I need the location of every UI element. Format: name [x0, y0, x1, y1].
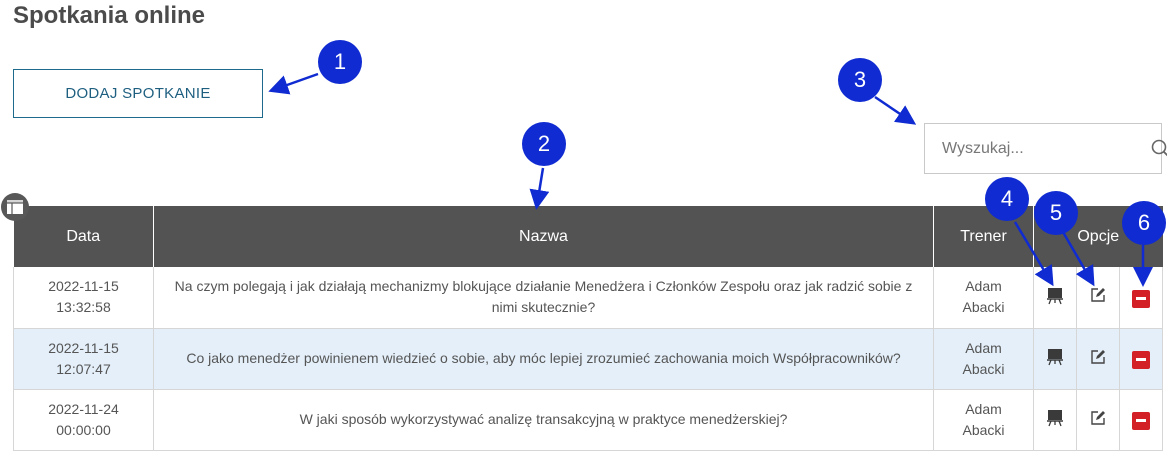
table-row — [14, 389, 1163, 450]
presentation-icon[interactable] — [1044, 284, 1066, 306]
option-cell — [1077, 389, 1120, 450]
edit-icon[interactable] — [1087, 407, 1109, 429]
date: 2022-11-15 — [48, 339, 119, 356]
presentation-icon[interactable] — [1044, 406, 1066, 428]
annotation-marker-5: 5 — [1034, 191, 1078, 235]
annotation-marker-6: 6 — [1122, 201, 1166, 245]
delete-icon[interactable] — [1130, 288, 1152, 310]
table-row — [14, 267, 1163, 328]
option-cell — [1034, 389, 1077, 450]
trainer-first-name: Adam — [965, 400, 1002, 417]
trainer-last-name: Abacki — [962, 360, 1005, 377]
column-header-date[interactable]: Data — [14, 206, 154, 267]
date-cell — [14, 389, 154, 450]
meeting-name: W jaki sposób wykorzystywać analizę transakcyjną w praktyce menedżerskiej? — [154, 389, 934, 450]
arrow-3 — [875, 97, 912, 122]
column-header-options: Opcje — [1034, 206, 1163, 267]
arrow-2 — [537, 168, 543, 205]
presentation-icon[interactable] — [1044, 345, 1066, 367]
edit-icon[interactable] — [1087, 346, 1109, 368]
trainer-cell — [934, 267, 1034, 328]
meeting-name: Co jako menedżer powinienem wiedzieć o sobie, aby móc lepiej zrozumieć zachowania moich Współpracowników? — [154, 328, 934, 389]
annotation-marker-2: 2 — [522, 122, 566, 166]
search-input[interactable] — [925, 139, 1151, 159]
time: 00:00:00 — [56, 421, 111, 438]
table-row — [14, 328, 1163, 389]
annotation-marker-1: 1 — [318, 40, 362, 84]
date: 2022-11-24 — [48, 400, 119, 417]
annotation-marker-3: 3 — [838, 58, 882, 102]
option-cell — [1077, 328, 1120, 389]
meetings-table — [13, 206, 1163, 451]
meeting-name: Na czym polegają i jak działają mechanizmy blokujące działanie Menedżera i Członków Zespołu oraz jak radzić sobie z nimi skutecznie? — [154, 267, 934, 328]
add-meeting-button[interactable]: DODAJ SPOTKANIE — [13, 69, 263, 118]
annotation-marker-4: 4 — [985, 177, 1029, 221]
trainer-first-name: Adam — [965, 339, 1002, 356]
option-cell — [1077, 267, 1120, 328]
table-layout-icon[interactable] — [1, 193, 29, 221]
option-cell — [1034, 328, 1077, 389]
column-header-name[interactable]: Nazwa — [154, 206, 934, 267]
trainer-last-name: Abacki — [962, 299, 1005, 316]
search-icon[interactable] — [1151, 129, 1167, 169]
option-cell — [1120, 389, 1163, 450]
column-header-trainer[interactable]: Trener — [934, 206, 1034, 267]
time: 12:07:47 — [56, 360, 111, 377]
delete-icon[interactable] — [1130, 410, 1152, 432]
trainer-first-name: Adam — [965, 278, 1002, 295]
option-cell — [1120, 328, 1163, 389]
trainer-last-name: Abacki — [962, 421, 1005, 438]
page-title: Spotkania online — [13, 2, 206, 29]
search-box — [924, 123, 1162, 174]
delete-icon[interactable] — [1130, 349, 1152, 371]
date-cell — [14, 328, 154, 389]
edit-icon[interactable] — [1087, 284, 1109, 306]
trainer-cell — [934, 328, 1034, 389]
date: 2022-11-15 — [48, 278, 119, 295]
option-cell — [1120, 267, 1163, 328]
trainer-cell — [934, 389, 1034, 450]
arrow-1 — [273, 74, 318, 90]
option-cell — [1034, 267, 1077, 328]
time: 13:32:58 — [56, 299, 111, 316]
date-cell — [14, 267, 154, 328]
